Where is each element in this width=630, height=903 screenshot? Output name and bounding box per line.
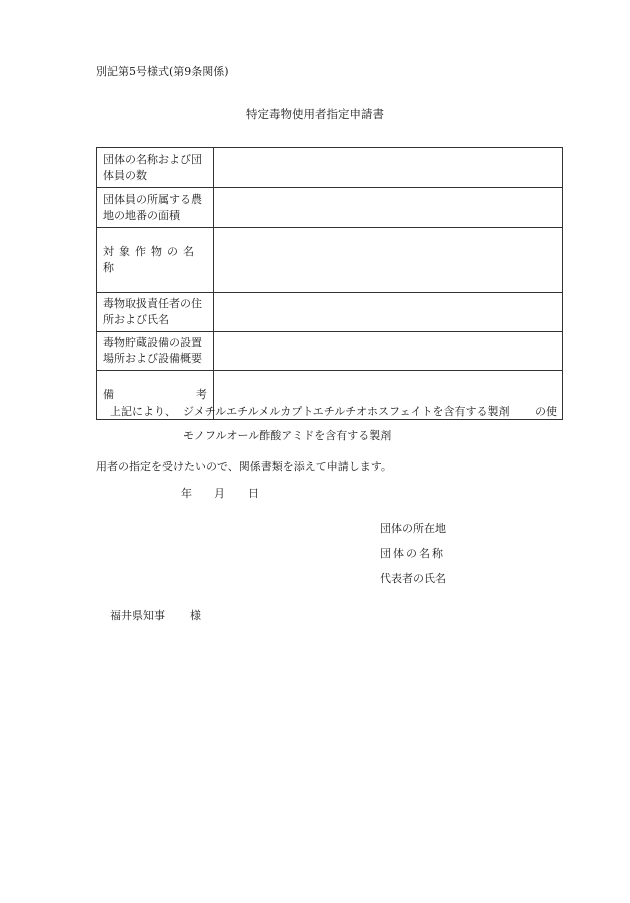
date-year-label: 年	[181, 487, 192, 500]
row-label-farmland: 団体員の所属する農 地の地番の面積	[97, 188, 214, 228]
row-label-remarks	[103, 387, 207, 403]
addressee-suffix: 様	[190, 609, 201, 622]
row-value-crop-name[interactable]	[214, 228, 563, 293]
table-row	[97, 228, 563, 293]
body-option-2: モノフルオール酢酸アミドを含有する製剤	[183, 429, 392, 442]
row-label-manager: 毒物取扱責任者の住 所および氏名	[97, 293, 214, 332]
date-month-label: 月	[214, 487, 225, 500]
row-value-storage[interactable]	[214, 332, 563, 371]
table-row	[97, 293, 563, 332]
row-value-manager[interactable]	[214, 293, 563, 332]
body-line-3: 用者の指定を受けたいので、関係書類を添えて申請します。	[96, 460, 392, 473]
row-label-storage: 毒物貯蔵設備の設置 場所および設備概要	[97, 332, 214, 371]
date-day-label: 日	[248, 487, 259, 500]
table-row	[97, 148, 563, 188]
row-label-group-name: 団体の名称および団 体員の数	[97, 148, 214, 188]
addressee-name: 福井県知事	[110, 609, 165, 622]
row-value-farmland[interactable]	[214, 188, 563, 228]
form-number: 別記第5号様式(第9条関係)	[96, 65, 229, 78]
row-label-crop-name: 対象作物の名称	[103, 245, 199, 274]
body-suffix: の使	[535, 405, 557, 418]
row-label-crop-name-cell	[97, 228, 214, 293]
application-table	[96, 147, 563, 420]
remarks-char-left: 備	[103, 388, 114, 401]
table-row	[97, 188, 563, 228]
body-prefix: 上記により、	[110, 405, 176, 418]
applicant-representative-label: 代表者の氏名	[380, 572, 446, 585]
remarks-char-right: 考	[196, 388, 207, 401]
row-value-group-name[interactable]	[214, 148, 563, 188]
table-row	[97, 332, 563, 371]
document-title: 特定毒物使用者指定申請書	[246, 107, 384, 121]
applicant-name-label: 団体の名称	[380, 547, 445, 560]
body-option-1: ジメチルエチルメルカプトエチルチオホスフェイトを含有する製剤	[183, 405, 510, 418]
applicant-address-label: 団体の所在地	[380, 522, 446, 535]
